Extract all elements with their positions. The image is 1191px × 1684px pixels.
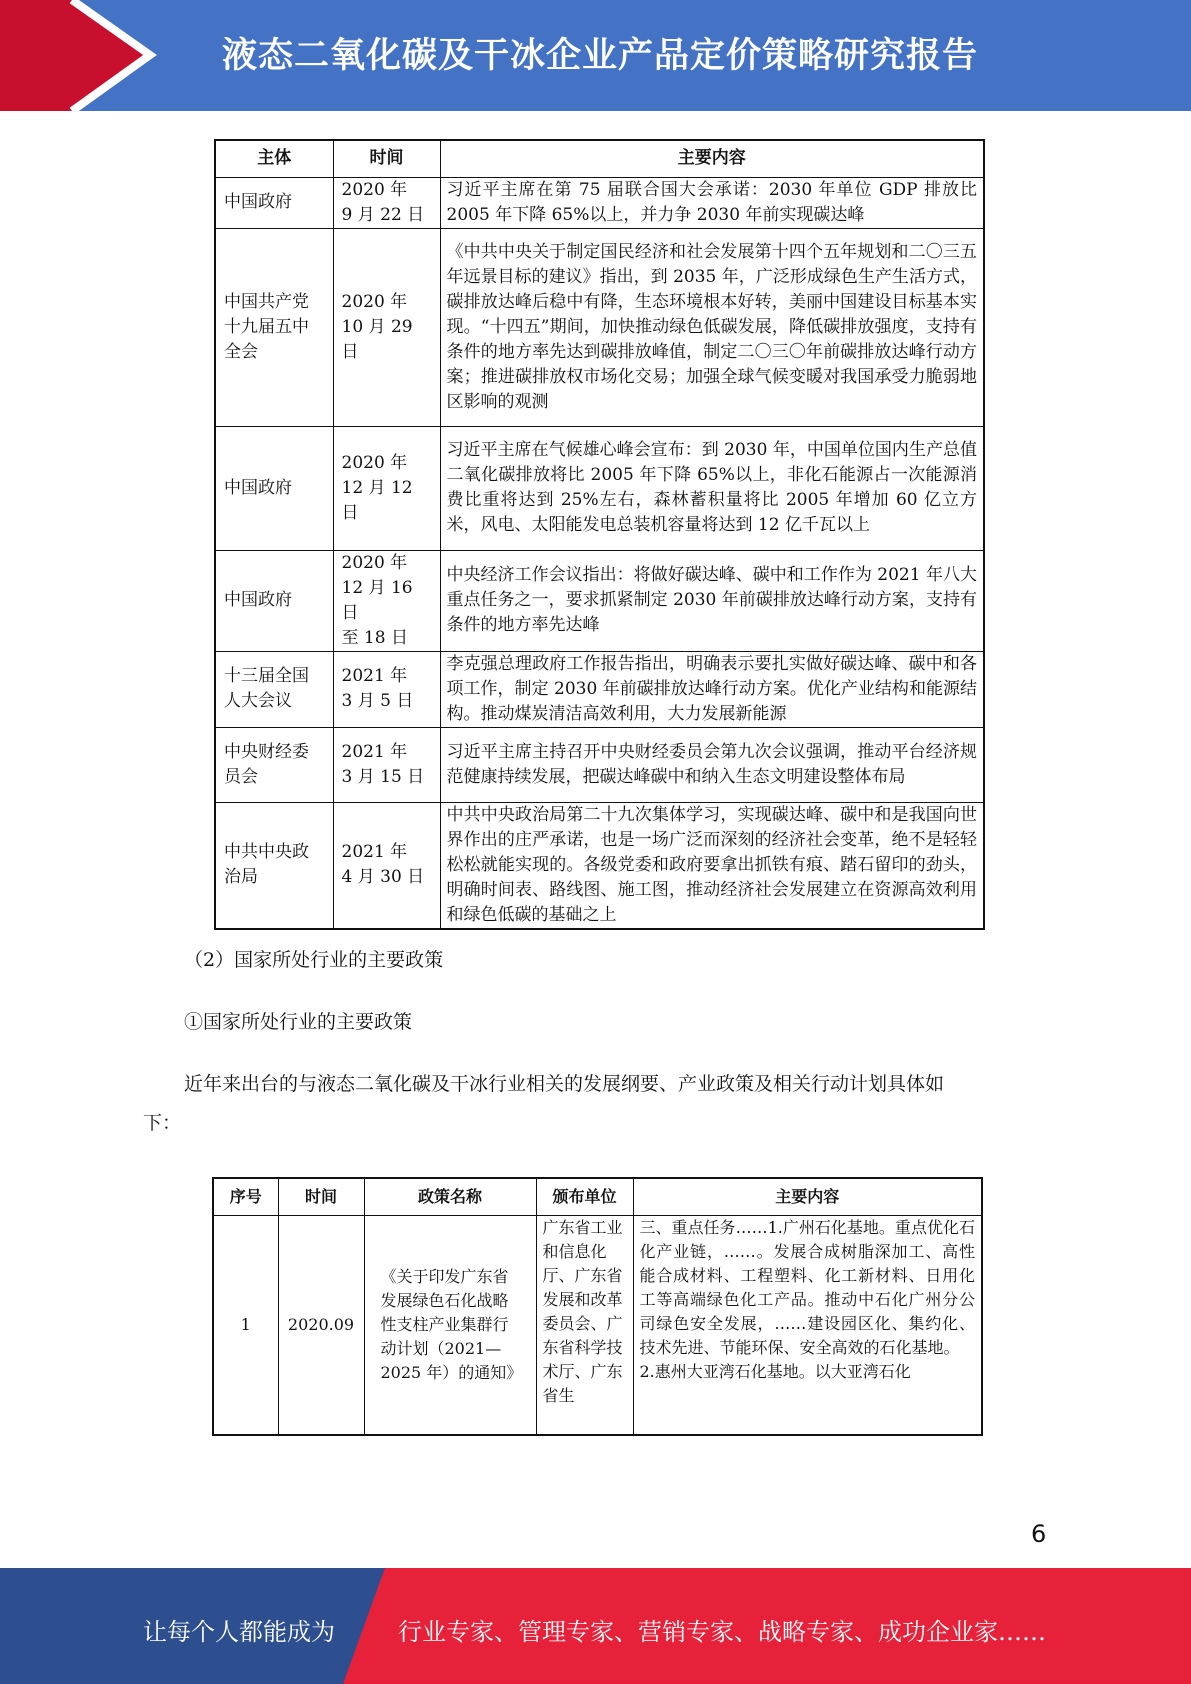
- cell-content: 中央经济工作会议指出：将做好碳达峰、碳中和工作作为 2021 年八大重点任务之一，要求抓紧制定 2030 年前碳排放达峰行动方案，支持有条件的地方率先达峰: [440, 550, 984, 651]
- cell-time: 2020 年 12 月 16 日 至 18 日: [333, 550, 440, 651]
- cell-content: 习近平主席在第 75 届联合国大会承诺：2030 年单位 GDP 排放比 2005 年下降 65%以上，并力争 2030 年前实现碳达峰: [440, 177, 984, 228]
- column-header-no: 序号: [213, 1178, 278, 1215]
- cell-content: 中共中央政治局第二十九次集体学习，实现碳达峰、碳中和是我国向世界作出的庄严承诺，也是一场广泛而深刻的经济社会变革，绝不是轻轻松松就能实现的。各级党委和政府要拿出抓铁有痕、踏石留印的劲头，明确时间表、路线图、施工图，推动经济社会发展建立在资源高效利用和绿色低碳的基础之上: [440, 802, 984, 929]
- cell-content: 三、重点任务……1.广州石化基地。重点优化石化产业链，……。发展合成树脂深加工、高性能合成材料、工程塑料、化工新材料、日用化工等高端绿色化工产品。推动中石化广州分公司绿色安全发展，……建设园区化、集约化、技术先进、节能环保、安全高效的石化基地。 2.惠州大亚湾石化基地。以大亚湾石化: [639, 1217, 975, 1381]
- cell-time: 2020.09: [278, 1215, 364, 1435]
- cell-issuer: 广东省工业和信息化厅、广东省发展和改革委员会、广东省科学技术厅、广东省生: [542, 1217, 623, 1405]
- policy-timeline-table: [214, 139, 985, 930]
- subsection-heading: ①国家所处行业的主要政策: [184, 1011, 413, 1033]
- cell-no: 1: [213, 1215, 278, 1435]
- cell-subject: 中央财经委员会: [215, 727, 333, 802]
- table-row: [215, 426, 984, 550]
- report-title: 液态二氧化碳及干冰企业产品定价策略研究报告: [222, 36, 979, 76]
- table-row: [215, 802, 984, 929]
- cell-policy-name: 《关于印发广东省发展绿色石化战略性支柱产业集群行动计划（2021—2025 年）的通知》: [364, 1215, 536, 1435]
- table-row: [213, 1215, 982, 1435]
- cell-content: 李克强总理政府工作报告指出，明确表示要扎实做好碳达峰、碳中和各项工作，制定 2030 年前碳排放达峰行动方案。优化产业结构和能源结构。推动煤炭清洁高效利用，大力发展新能源: [440, 651, 984, 727]
- cell-time: 2020 年 12 月 12 日: [333, 426, 440, 550]
- cell-subject: 中国共产党十九届五中全会: [215, 228, 333, 426]
- cell-subject: 中国政府: [215, 177, 333, 228]
- column-header-content: 主要内容: [440, 140, 984, 177]
- table-row: [215, 550, 984, 651]
- cell-content: 《中共中央关于制定国民经济和社会发展第十四个五年规划和二〇三五年远景目标的建议》指出，到 2035 年，广泛形成绿色生产生活方式，碳排放达峰后稳中有降，生态环境根本好转，美丽中国建设目标基本实现。“十四五”期间，加快推动绿色低碳发展，降低碳排放强度，支持有条件的地方率先达到碳排放峰值，制定二〇三〇年前碳排放达峰行动方案；推进碳排放权市场化交易；加强全球气候变暖对我国承受力脆弱地区影响的观测: [440, 228, 984, 426]
- table-row: [215, 177, 984, 228]
- cell-time: 2021 年 3 月 5 日: [333, 651, 440, 727]
- cell-subject: 十三届全国人大会议: [215, 651, 333, 727]
- table-row: [215, 727, 984, 802]
- cell-time: 2020 年 10 月 29 日: [333, 228, 440, 426]
- table-row: [215, 228, 984, 426]
- column-header-policy-name: 政策名称: [364, 1178, 536, 1215]
- page-number: 6: [1031, 1520, 1047, 1548]
- section-heading: （2）国家所处行业的主要政策: [184, 949, 444, 971]
- column-header-time: 时间: [278, 1178, 364, 1215]
- cell-subject: 中国政府: [215, 426, 333, 550]
- table-row: [215, 651, 984, 727]
- column-header-time: 时间: [333, 140, 440, 177]
- cell-subject: 中国政府: [215, 550, 333, 651]
- cell-time: 2021 年 3 月 15 日: [333, 727, 440, 802]
- cell-subject: 中共中央政治局: [215, 802, 333, 929]
- industry-policy-table: [212, 1177, 983, 1436]
- footer-slogan-left: 让每个人都能成为: [143, 1618, 335, 1646]
- cell-content: 习近平主席主持召开中央财经委员会第九次会议强调，推动平台经济规范健康持续发展，把碳达峰碳中和纳入生态文明建设整体布局: [440, 727, 984, 802]
- column-header-issuer: 颁布单位: [536, 1178, 633, 1215]
- cell-time: 2021 年 4 月 30 日: [333, 802, 440, 929]
- column-header-content: 主要内容: [633, 1178, 982, 1215]
- cell-content: 习近平主席在气候雄心峰会宣布：到 2030 年，中国单位国内生产总值二氧化碳排放将比 2005 年下降 65%以上，非化石能源占一次能源消费比重将达到 25%左右，森林蓄积量将比 2005 年增加 60 亿立方米，风电、太阳能发电总装机容量将达到 12 亿千瓦以上: [440, 426, 984, 550]
- intro-paragraph-line2: 下：: [143, 1112, 182, 1134]
- column-header-subject: 主体: [215, 140, 333, 177]
- cell-time: 2020 年 9 月 22 日: [333, 177, 440, 228]
- footer-slogan-right: 行业专家、管理专家、营销专家、战略专家、成功企业家……: [398, 1618, 1046, 1646]
- intro-paragraph-line1: 近年来出台的与液态二氧化碳及干冰行业相关的发展纲要、产业政策及相关行动计划具体如: [184, 1073, 945, 1095]
